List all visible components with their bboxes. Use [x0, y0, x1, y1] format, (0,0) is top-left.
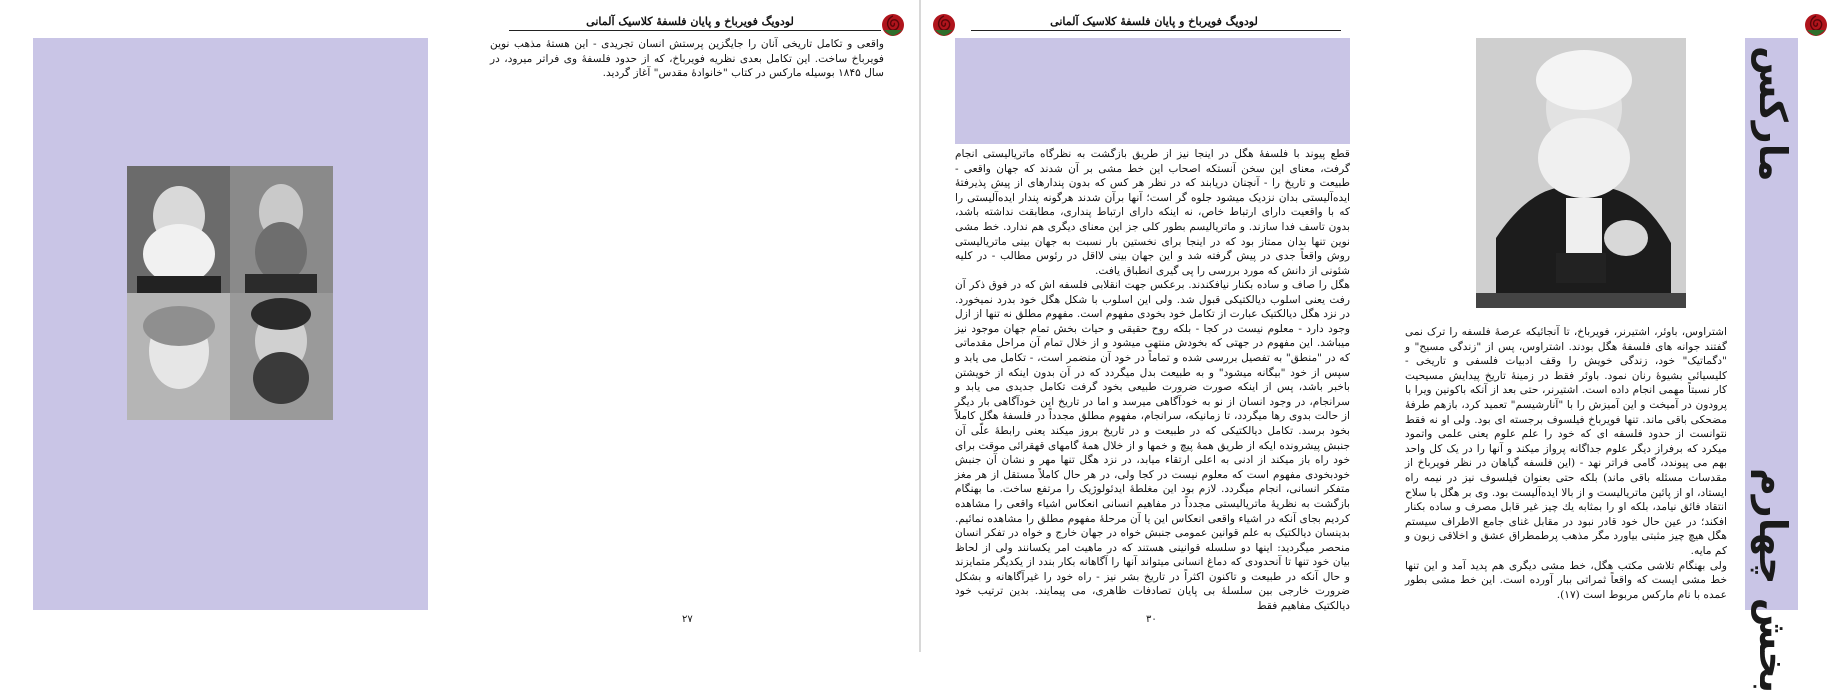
- page-number-left: ۲۷: [682, 614, 693, 625]
- left-page-text: واقعی و تکامل تاریخی آنان را جایگزین پرستش انسان تجریدی - این هسته‌ٔ مذهب نوین فویرباخ ساخت. این تکامل بعدی نظریه فویرباخ، که از حدود فلسفهٔ وی فراتر میرود، در سال ۱۸۴۵ بوسیله مارکس در کتاب "خانوادهٔ مقدس" آغاز گردید.: [490, 38, 884, 80]
- page-number-middle: ۳۰: [1146, 614, 1157, 625]
- rose-icon: [880, 12, 906, 38]
- right-page-body: اشتراوس، باوئر، اشتیرنر، فویرباخ، تا آنجائیکه عرصهٔ فلسفه را ترک نمی گفتند جوانه های فلسفهٔ هگل بودند. اشتراوس، پس از "زندگی مسیح" و "دگماتیک" خود، زندگی خویش را وقف ادبیات فلسفی و تاریخی - کلیسیائی بشیوهٔ رنان نمود. باوئر فقط در زمینه‌ٔ تاریخ پیدایش مسیحیت کار نسبتاً مهمی انجام داده است. اشتیرنر، حتی بعد از آنکه باکونین ویرا با پرودون در آمیخت و این آمیزش را با "آنارشیسم" تعمید کرد، بازهم طرفهٔ مضحکی باقی ماند. تنها فویرباخ فیلسوف برجسته ای بود. ولی او نه فقط نتوانست از حدود فلسفه ای که خود را علم علوم یعنی علمی واتمود میکرد که برفراز دیگر علوم جداگانه پرواز میکند و آنها را در یک کل واحد بهم می پیوندد، گامی فراتر نهد - (این فلسفه گیاهان در نظر فویرباخ از مقدسات مسئله باقی ماند) بلکه حتی بعنوان فیلسوف نیز در نیمه راه ایستاد، او از پائین ماتریالیست و از بالا ایده‌آلیست بود. وی بر هگل با سلاح انتقاد فائق نیامد، بلکه او را بمثابه یك چیز غیر قابل مصرف و ساده بکنار افکند؛ در عین حال خود قادر نبود در مقابل غنای جامع الاطراف سیستم هگل هیچ چیز مثبتی بیاورد مگر مذهب پرطمطراق عشق و اخلاقی زبون و کم مایه. ولی بهنگام تلاشی مکتب هگل، خط مشی دیگری هم پدید آمد و این تنها خط مشی ایست که واقعاً ثمراتی ببار آورده است. این خط مشی بطور عمده با نام مارکس مربوط است (۱۷).: [1405, 326, 1727, 601]
- chapter-title-marx: مارکس: [1751, 46, 1795, 182]
- image-panel: [33, 38, 428, 610]
- middle-paragraph-1: قطع پیوند با فلسفهٔ هگل در اینجا نیز از طریق بازگشت به نظرگاه ماتریالیستی انجام گرفت، معنای این سخن آنستکه اصحاب این خط مشی بر آن شدند که جهان واقعی - طبیعت و تاریخ را - آنچنان دریابند که در نظر هر کس که بدون پندارهای از پیش پذیرفتهٔ ایده‌آلیستی بدان نزدیک میشود جلوه گر است؛ آنها برآن شدند هرگونه پندار ایده‌آلیستی را که با واقعیت دارای ارتباط خاص، نه اینکه دارای ارتباط پنداری، مطابقت نداشته باشد، بدون تاسف فدا سازند. و ماتریالیسم بطور کلی جز این معنای دیگری هم ندارد. خط مشی نوین تنها بدان ممتاز بود که در اینجا برای نخستین بار نسبت به جهان بینی ماتریالیستی روش واقعاً جدی در پیش گرفته شد و این جهان بینی لااقل در رئوس مطالب - در کلیه شئونی از دانش که مورد بررسی را پی گیری انطباق یافت.: [955, 148, 1350, 277]
- rose-icon: [1803, 12, 1829, 38]
- header-rule: [509, 30, 881, 31]
- right-page-text: [1405, 325, 1727, 600]
- left-page: [0, 0, 919, 652]
- header-rule: [971, 30, 1341, 31]
- middle-paragraph-2: هگل را صاف و ساده بکنار نیافکندند. برعکس جهت انقلابی فلسفه اش که در فوق ذکر آن رفت یعنی اسلوب دیالکتیکی قبول شد. ولی این اسلوب با شکل هگل خود بدرد نمیخورد. در نزد هگل دیالکتیک عبارت از تکامل خود بخودی مفهوم است. مفهوم مطلق نه تنها از ازل وجود دارد - معلوم نیست در کجا - بلکه روح حقیقی و حیات بخش تمام جهان موجود نیز میباشد. این مفهوم در جهتی که بخودش منتهی میشود و از خلال تمام آن مراحل مقدماتی که در "منطق" به تفصیل بررسی شده و تماماً در خود آن منضمر است، - تکامل می یابد و سپس از خود "بیگانه میشود" و به طبیعت بدل میگردد که در آن بدون اینکه از خویشتن باخبر باشد، پس از اینکه صورت ضرورت طبیعی بخود گرفت تکامل جدیدی می یابد و سرانجام، در وجود انسان از نو به خودآگاهی میرسد و اما در تاریخ این خودآگاهی بار دیگر از حالت بدوی رها میگردد، تا زمانیکه، سرانجام، مفهوم مطلق مجدداً در فلسفهٔ هگل کاملاً بخود برسد. تکامل دیالکتیکی که در طبیعت و در تاریخ بروز میکند یعنی رابطهٔ علّی آن جنبش پیشرونده ایکه از طریق همهٔ پیچ و خمها و از خلال همهٔ گامهای قهقرائی موقت برای خود راه باز میکند از ادنی به اعلی ارتقاء میابد، در نزد هگل تنها مهر و نشان آن جنبش خودبخودی مفهوم است که معلوم نیست در کجا ولی، در هر حال کاملاً مستقل از هر مغز متفکر انسانی، انجام میگردد. لازم بود این مغلطهٔ ایدئولوژیک را مرتفع ساخت. ما بهنگام بازگشت به نظریهٔ ماتریالیستی مجدداً در مفاهیم انسانی انعکاس اشیاء واقعی را مشاهده کردیم بجای آنکه در اشیاء واقعی انعکاس این یا آن مرحلهٔ مفهوم مطلق را مشاهده نمائیم. بدینسان دیالکتیک به علم قوانین عمومی جنبش خواه در جهان خارج و خواه در تفکر انسان منحصر میگردید: اینها دو سلسله قوانینی هستند که در ماهیت امر یکسانند ولی از لحاظ بیان خود تنها تا آنحدودی که دماغ انسانی میتواند آنها را آگاهانه بکار بندد از یکدیگر متمایزند و حال آنکه در طبیعت و تاکنون اکثراً در تاریخ بشر نیز - راه خود را غیرآگاهانه و بشکل ضرورت خارجی بین سلسلهٔ بی پایان تصادفات ظاهری، می پیمایند. بدین ترتیب خود دیالکتیک مفاهیم فقط: [955, 279, 1350, 613]
- portrait-icon: [1476, 38, 1686, 308]
- header-title: لودویگ فویرباخ و پایان فلسفهٔ کلاسیک آلمانی: [586, 15, 794, 28]
- right-page: [921, 0, 1841, 693]
- image-panel-top: [955, 38, 1350, 144]
- chapter-band: [1745, 38, 1798, 693]
- portrait-icon: [127, 166, 333, 420]
- rose-icon: [931, 12, 957, 38]
- header-title: لودویگ فویرباخ و پایان فلسفهٔ کلاسیک آلمانی: [1050, 15, 1258, 28]
- portrait-grid: [127, 166, 333, 420]
- marx-portrait: [1476, 38, 1686, 308]
- chapter-title-part4: بخش چهارم: [1751, 468, 1795, 693]
